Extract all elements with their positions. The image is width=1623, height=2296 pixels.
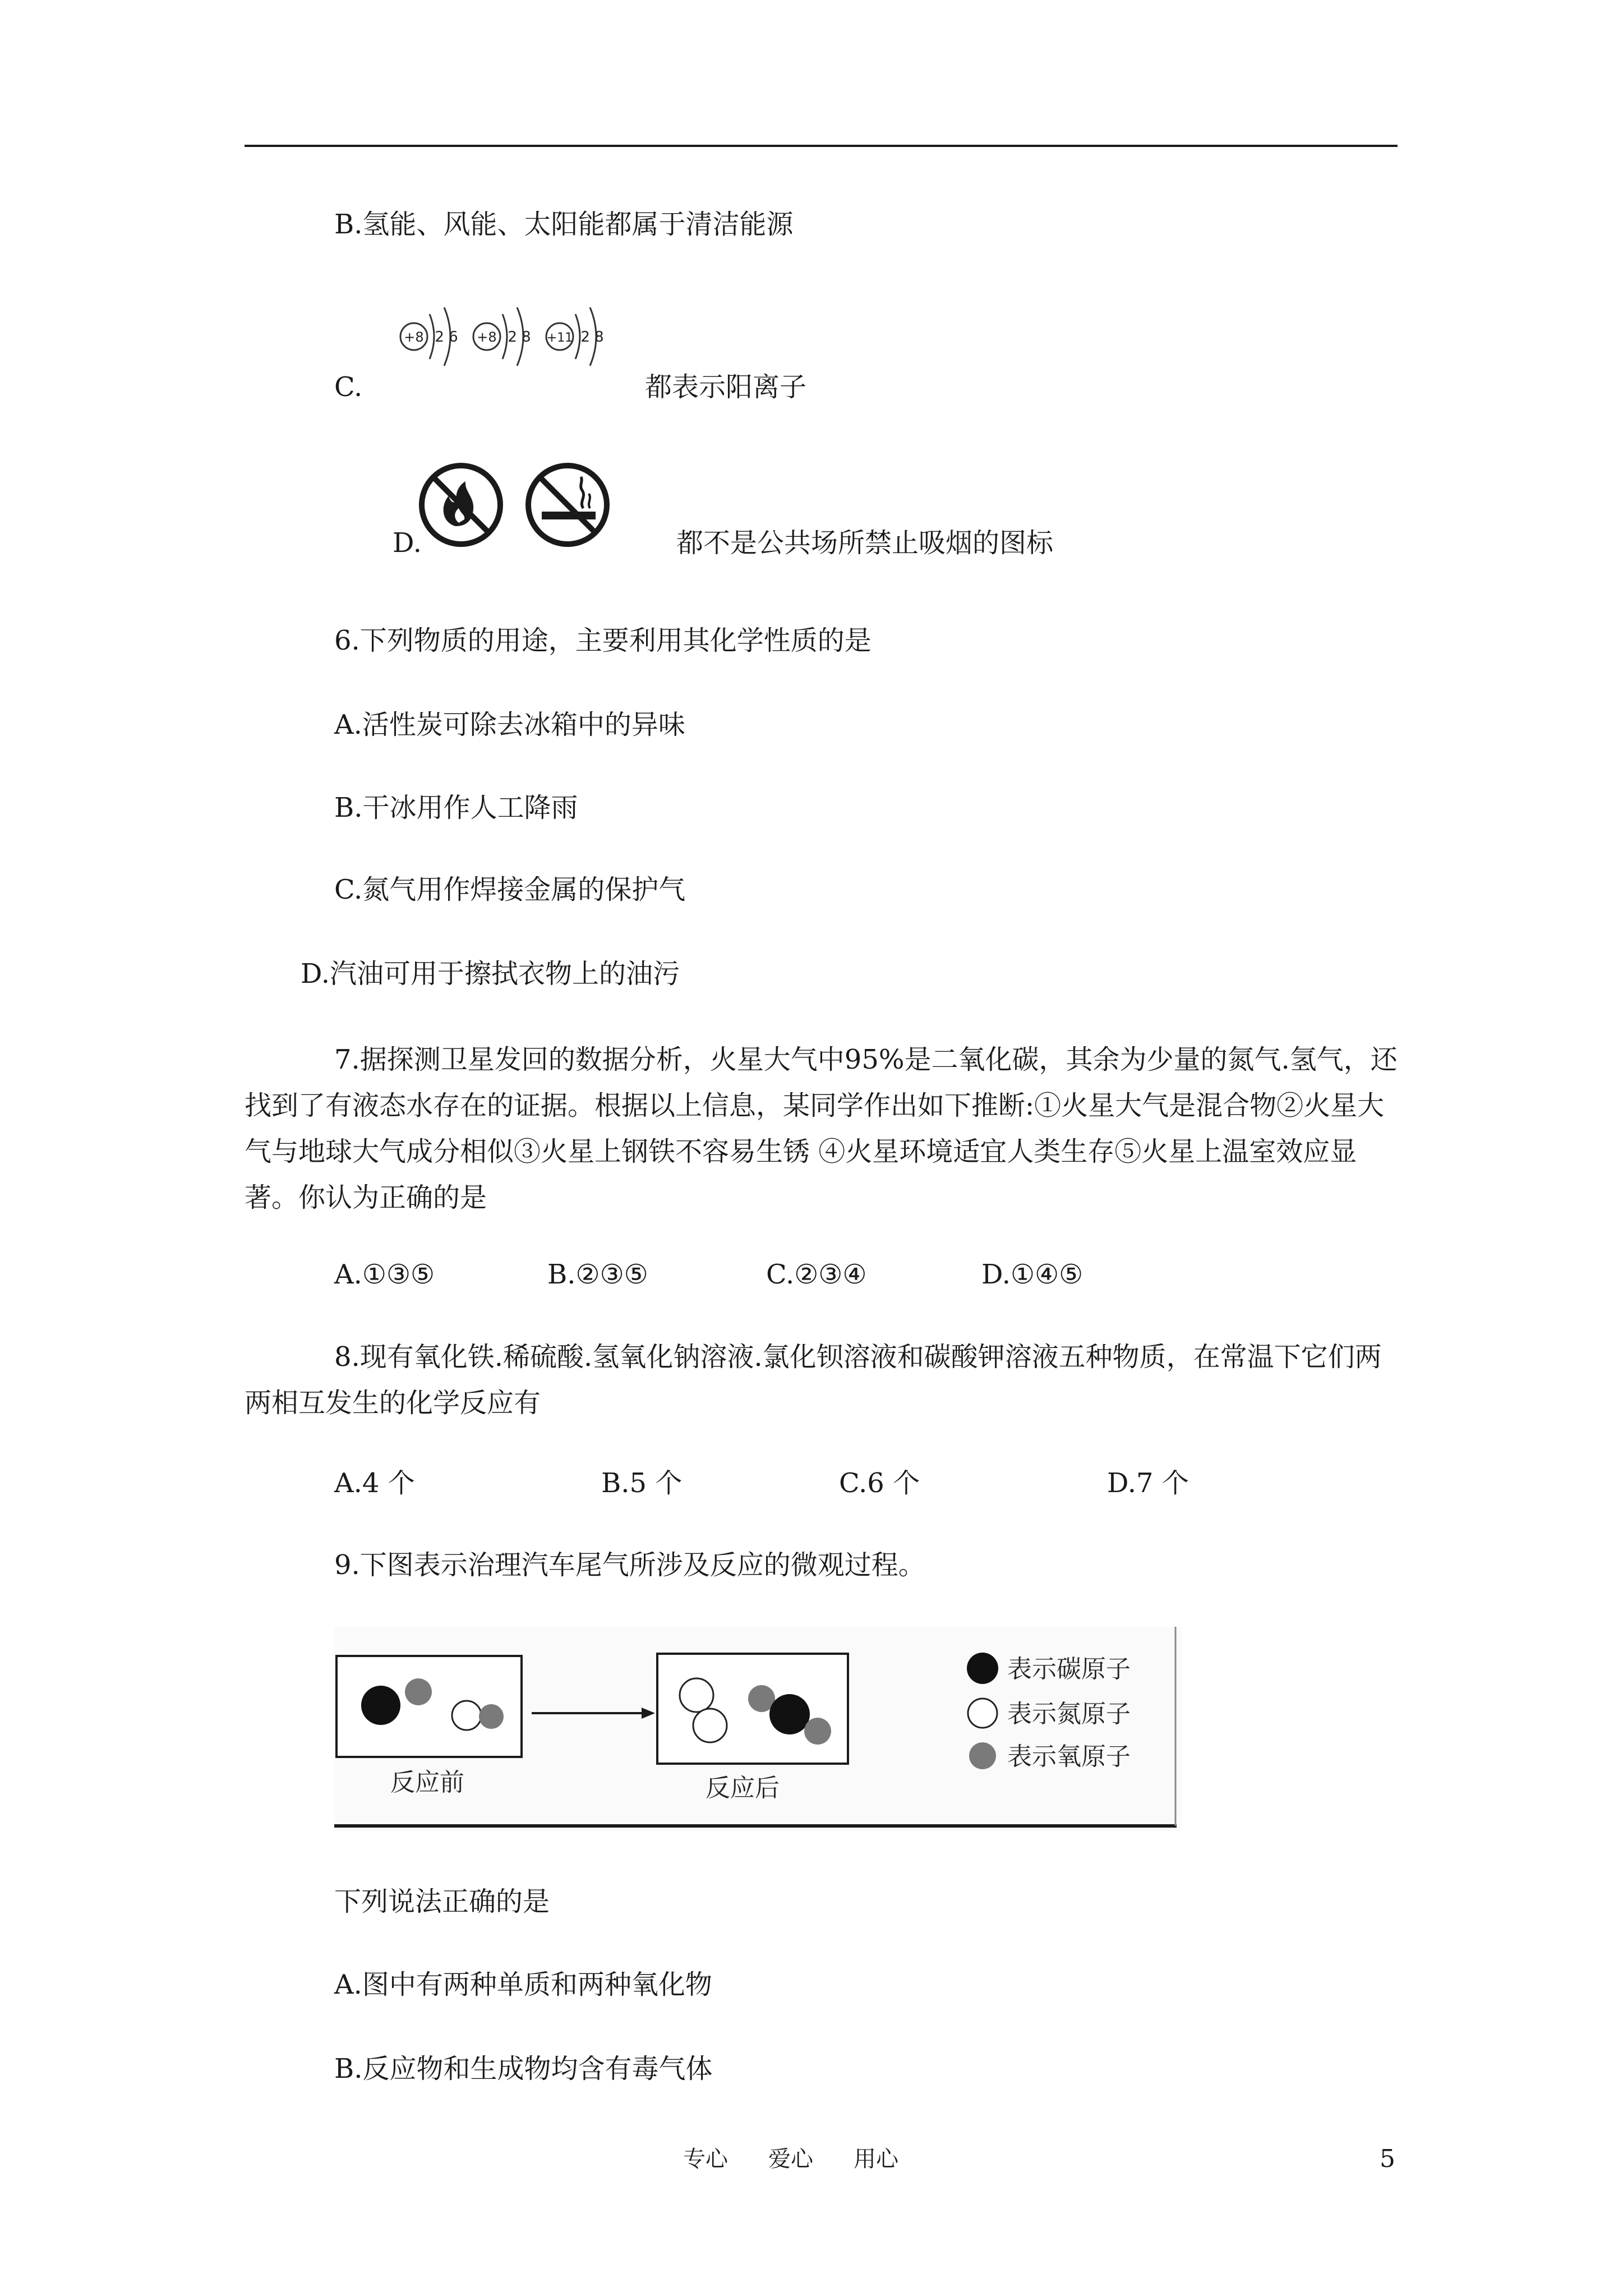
q7-option-d: D.①④⑤: [981, 1259, 1083, 1290]
after-reaction-box: [657, 1654, 848, 1764]
oxygen-atom: [804, 1718, 831, 1745]
q5-option-d-label: D.: [393, 527, 422, 559]
footer-motto-2: 爱心: [768, 2146, 813, 2172]
header-rule: [245, 145, 1398, 147]
no-fire-icon: [422, 466, 500, 544]
nitrogen-atom: [680, 1678, 713, 1712]
q8-option-c: C.6 个: [839, 1467, 920, 1499]
q9-stem: 9.下图表示治理汽车尾气所涉及反应的微观过程。: [334, 1549, 925, 1581]
ion-2-nucleus: +8: [477, 329, 497, 345]
q5-option-b: B.氢能、风能、太阳能都属于清洁能源: [334, 209, 794, 240]
legend-oxygen-text: 表示氧原子: [1007, 1742, 1131, 1771]
carbon-atom: [361, 1686, 400, 1725]
legend-nitrogen-swatch: [968, 1699, 997, 1728]
legend-oxygen-swatch: [969, 1742, 996, 1769]
q6-option-d: D.汽油可用于擦拭衣物上的油污: [301, 958, 680, 990]
q6-option-a: A.活性炭可除去冰箱中的异味: [334, 709, 685, 740]
footer-motto-3: 用心: [854, 2146, 898, 2172]
ion-3-shells: 2 8: [580, 329, 604, 346]
q5-option-c-text: 都表示阳离子: [645, 371, 807, 403]
q8-option-a: A.4 个: [334, 1467, 415, 1499]
ion-1-nucleus: +8: [404, 329, 424, 345]
q7-stem: 7.据探测卫星发回的数据分析，火星大气中95%是二氧化碳，其余为少量的氮气.氢气，还找到了有液态水存在的证据。根据以上信息，某同学作出如下推断:①火星大气是混合物②火星大气与地球大气成分相似③火星上钢铁不容易生锈 ④火星环境适宜人类生存⑤火星上温室效应显著。你认为正确的是: [245, 1044, 1398, 1213]
ion-structure-diagrams: [393, 292, 617, 404]
q9-option-a: A.图中有两种单质和两种氧化物: [334, 1969, 712, 2000]
ion-2-shells: 2 8: [508, 329, 531, 346]
q7-option-a: A.①③⑤: [334, 1259, 435, 1290]
nitrogen-atom: [693, 1709, 727, 1742]
q6-option-c: C.氮气用作焊接金属的保护气: [334, 874, 686, 905]
q7-option-b: B.②③⑤: [547, 1259, 648, 1290]
carbon-atom: [769, 1694, 810, 1734]
ion-diagram-3: [546, 307, 604, 366]
ion-1-shells: 2 6: [435, 329, 458, 346]
legend-carbon-text: 表示碳原子: [1007, 1655, 1131, 1683]
q9-option-b: B.反应物和生成物均含有毒气体: [334, 2053, 713, 2085]
prohibition-icons: [416, 460, 629, 550]
ion-diagram-2: [473, 307, 531, 366]
no-smoking-icon: [528, 466, 607, 544]
q5-option-c-label: C.: [334, 371, 363, 403]
oxygen-atom: [479, 1704, 504, 1729]
q9-prompt: 下列说法正确的是: [334, 1886, 550, 1917]
nitrogen-atom: [452, 1701, 481, 1730]
q8-stem: 8.现有氧化铁.稀硫酸.氢氧化钠溶液.氯化钡溶液和碳酸钾溶液五种物质，在常温下它们两两相互发生的化学反应有: [245, 1341, 1382, 1419]
legend-carbon-swatch: [967, 1653, 998, 1684]
q8-option-b: B.5 个: [601, 1467, 683, 1499]
q6-stem: 6.下列物质的用途，主要利用其化学性质的是: [334, 625, 872, 656]
before-reaction-label: 反应前: [390, 1768, 464, 1797]
q5-option-d-text: 都不是公共场所禁止吸烟的图标: [676, 527, 1054, 559]
footer-motto-1: 专心: [683, 2146, 728, 2172]
after-reaction-label: 反应后: [706, 1774, 780, 1802]
oxygen-atom: [405, 1678, 432, 1705]
ion-diagram-1: [400, 307, 458, 366]
page-number: 5: [1380, 2145, 1395, 2173]
q6-option-b: B.干冰用作人工降雨: [334, 792, 578, 823]
legend-nitrogen-text: 表示氮原子: [1007, 1700, 1131, 1728]
reaction-diagram: [334, 1627, 1181, 1831]
q8-option-d: D.7 个: [1107, 1467, 1189, 1499]
diagram-legend: [967, 1653, 1131, 1771]
before-reaction-box: [336, 1656, 522, 1757]
ion-3-nucleus: +11: [546, 331, 573, 345]
q7-option-c: C.②③④: [766, 1259, 867, 1290]
